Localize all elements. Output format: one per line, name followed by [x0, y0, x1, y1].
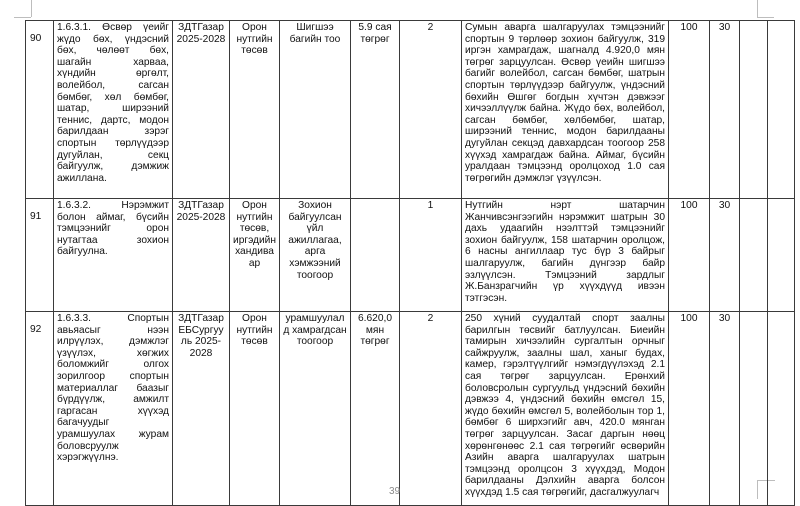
count-cell: 1 — [400, 199, 462, 312]
indicator-cell: Зохион байгуулсан үйл ажиллагаа, арга хэмжээний тоогоор — [280, 199, 351, 312]
empty-cell — [768, 21, 795, 199]
responsible-cell: ЗДТГазар 2025-2028 — [173, 199, 230, 312]
score-cell: 30 — [710, 21, 740, 199]
row-number: 92 — [26, 312, 54, 506]
score-cell: 100 — [669, 199, 710, 312]
empty-cell — [740, 199, 768, 312]
crop-mark-top-left-h — [14, 17, 31, 18]
funding-source-cell: Орон нутгийн төсөв, иргэдийн хандива ар — [230, 199, 280, 312]
empty-cell — [768, 199, 795, 312]
score-cell: 30 — [710, 312, 740, 506]
count-cell: 2 — [400, 21, 462, 199]
report-cell: 250 хүний суудалтай спорт заалны барилгын төсвийг батлуулсан. Биеийн тамирын хичээлийн сургалтын орчныг сайжруулж, заалны шал, ханыг будах, камер, гэрэлтүүлгийг нэмэгдүүлэхэд 2.1 сая төгрөг зарцуулсан. Ерөнхий боловсролын сургуульд үндэсний бөхийн дэвжээ 4, үндэсний бөхийн өмсгөл 15, жүдо бөхийн өмсгөл 5, волейболын тор 1, бөмбөг 6 ширхэгийг авч, 420.0 мянган төгрөг зарцуулсан. Засаг даргын нөөц хөрөнгөнөөс 2.1 сая төгрөгийг өсвөрийн Азийн аварга шалгаруулах шатрын тэмцээнд оролцсон 3 хүүхдэд, Модон барилдааны Дэлхийн аварга болсон хүүхдэд 1.5 сая төгрөгийг, дасгалжуулагч — [462, 312, 669, 506]
budget-cell: 5.9 сая төгрөг — [351, 21, 400, 199]
crop-mark-top-left — [31, 0, 32, 17]
indicator-cell: урамшуулал д хамрагдсан тоогоор — [280, 312, 351, 506]
crop-mark-top-right — [757, 0, 758, 17]
indicator-cell: Шигшээ багийн тоо — [280, 21, 351, 199]
empty-cell — [768, 312, 795, 506]
empty-cell — [740, 21, 768, 199]
score-cell: 30 — [710, 199, 740, 312]
crop-mark-top-right-h — [757, 17, 774, 18]
score-cell: 100 — [669, 21, 710, 199]
activity-table — [25, 20, 795, 506]
report-cell: Сумын аварга шалгаруулах тэмцээнийг спортын 9 төрлөөр зохион байгуулж, 319 иргэн хамрагдаж, шагналд 4.920,0 мян төгрөг зарцуулсан. Өсвөр үеийн шигшээ багийг волейбол, сагсан бөмбөг, шатрын спортын төрлүүдээр байгуулж, үндэсний бөхийн Өшгөг богдын хүчтэн дэвжээг хичээллүүлж байна. Жүдо бөх, волейбол, сагсан бөмбөг, хөлбөмбөг, шатар, ширээний теннис, модон барилдааны дугуйлан секцэд давхардсан тоогоор 258 хүүхэд хамрагдаж байна. Аймаг, бүсийн уралдаан тэмцээнд оролцоход 1.0 сая төгрөгийн дэмжлэг үзүүлсэн. — [462, 21, 669, 199]
table-row — [26, 21, 795, 199]
table-row — [26, 312, 795, 506]
funding-source-cell: Орон нутгийн төсөв — [230, 312, 280, 506]
empty-cell — [740, 312, 768, 506]
page-number: 39 — [389, 486, 401, 497]
responsible-cell: ЗДТГазар 2025-2028 — [173, 21, 230, 199]
row-number: 91 — [26, 199, 54, 312]
report-cell: Нутгийн нэрт шатарчин Жанчивсэнгээгийн нэрэмжит шатрын 30 дахь удаагийн нээлттэй тэмцээнийг зохион байгуулж, 158 шатарчин оролцож, 6 насны ангиллаар тус бүр 3 байрыг шалгаруулж, багийн дүнгээр байр эзлүүлсэн. Тэмцээний зардлыг Ж.Банзрагчийн үр хүүхдүүд ивээн тэтгэсэн. — [462, 199, 669, 312]
funding-source-cell: Орон нутгийн төсөв — [230, 21, 280, 199]
score-cell: 100 — [669, 312, 710, 506]
row-number: 90 — [26, 21, 54, 199]
table-row — [26, 199, 795, 312]
activity-cell: 1.6.3.2. Нэрэмжит болон аймаг, бүсийн тэмцээнийг орон нутагтаа зохион байгуулна. — [54, 199, 173, 312]
budget-cell — [351, 199, 400, 312]
activity-cell: 1.6.3.1. Өсвөр үеийг жүдо бөх, үндэсний бөх, чөлөөт бөх, шагайн харваа, хүндийн өргөлт, волейбол, сагсан бөмбөг, хөл бөмбөг, шатар, ширээний теннис, дартс, модон барилдаан зэрэг спортын төрлүүдээр дугуйлан, секц байгуулж, дэмжиж ажиллана. — [54, 21, 173, 199]
count-cell: 2 — [400, 312, 462, 506]
responsible-cell: ЗДТГазар ЕБСургуу ль 2025-2028 — [173, 312, 230, 506]
activity-cell: 1.6.3.3. Спортын авьяасыг нээн илрүүлэх, дэмжлэг үзүүлэх, хөгжих боломжийг олгох зорилгоор спортын материаллаг баазыг бүрдүүлж, амжилт гаргасан хүүхэд багачуудыг урамшуулах журам боловсруулж хэрэгжүүлнэ. — [54, 312, 173, 506]
budget-cell: 6.620,0 мян төгрөг — [351, 312, 400, 506]
